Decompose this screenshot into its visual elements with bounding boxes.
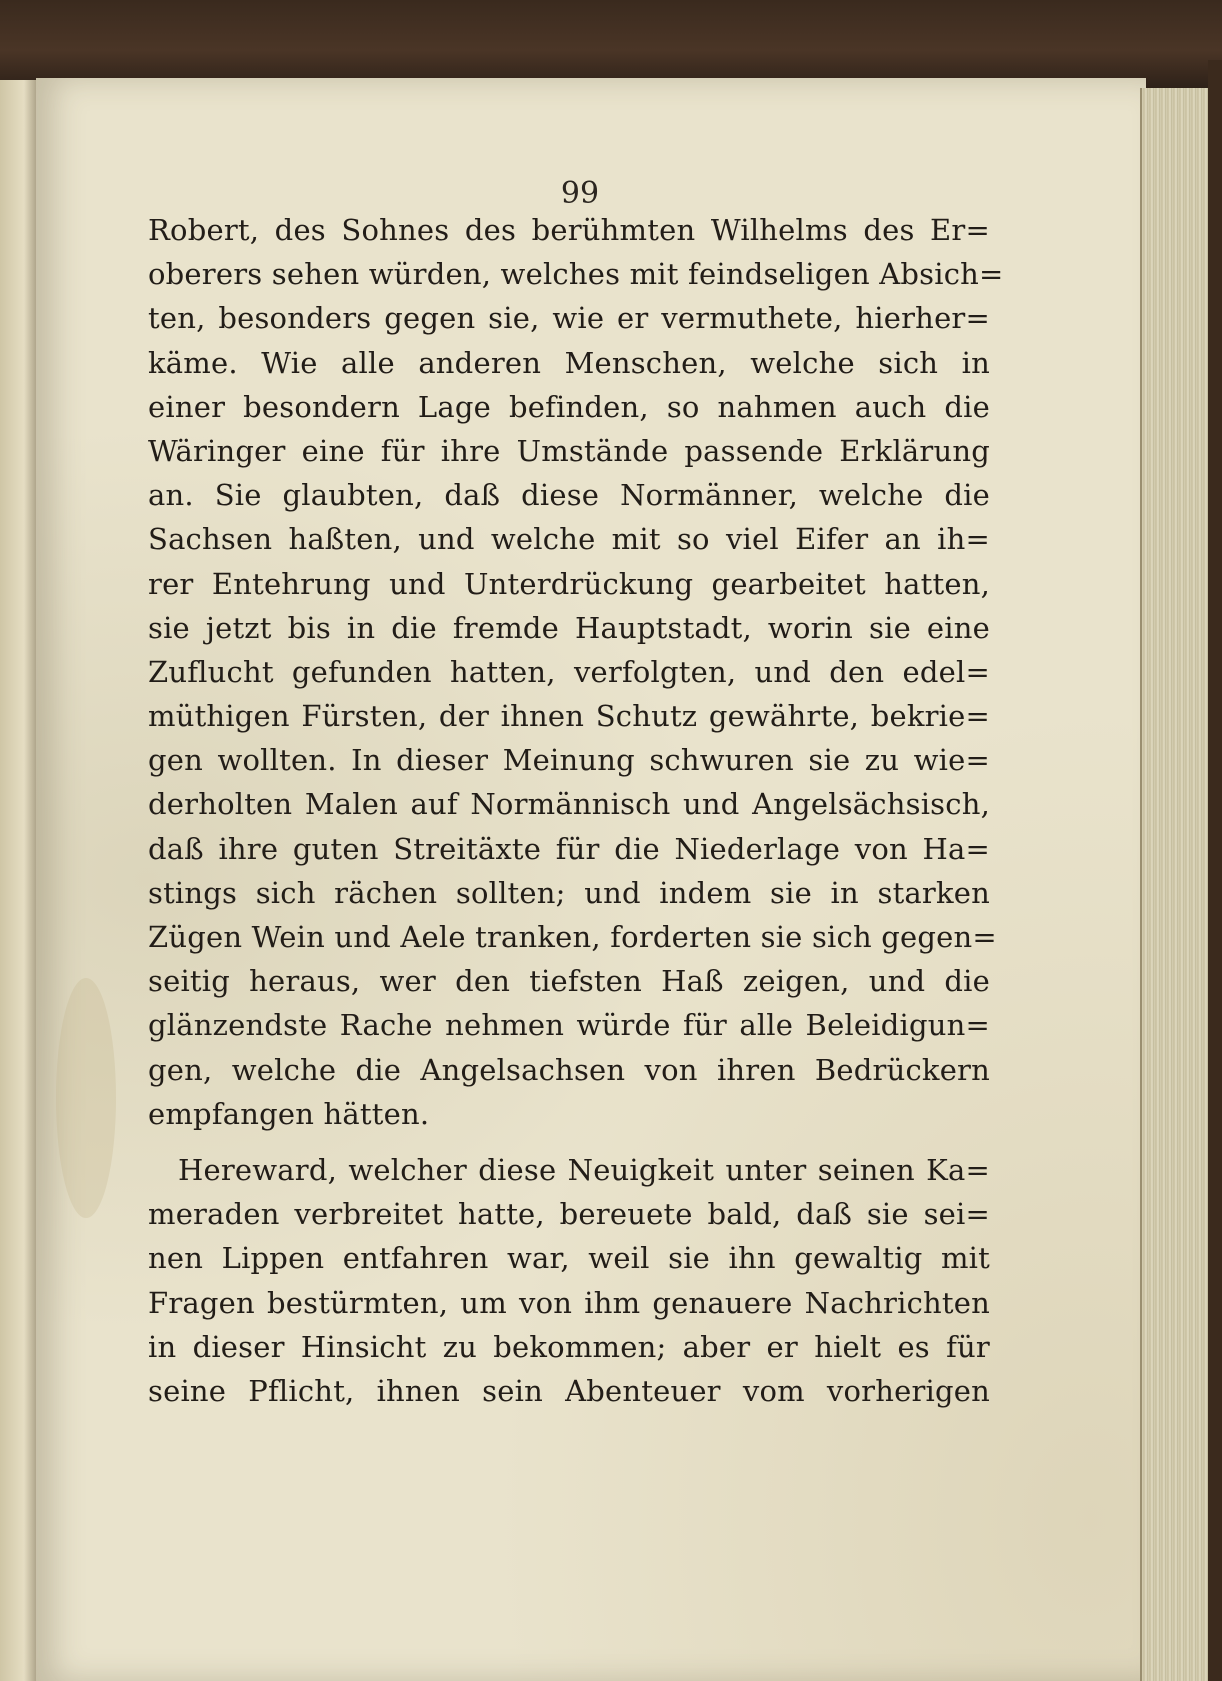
page-number: 99 bbox=[560, 176, 600, 211]
left-page-edge bbox=[0, 80, 40, 1681]
text-line: nen Lippen entfahren war, weil sie ihn gewaltig mit bbox=[148, 1241, 990, 1276]
text-line: an. Sie glaubten, daß diese Normänner, welche die bbox=[148, 478, 990, 513]
text-line: seitig heraus, wer den tiefsten Haß zeigen, und die bbox=[148, 964, 990, 999]
text-line: Wäringer eine für ihre Umstände passende Erklärung bbox=[148, 433, 990, 468]
paragraph-1 bbox=[148, 208, 1004, 1136]
text-line: müthigen Fürsten, der ihnen Schutz gewährte, bekrie= bbox=[148, 699, 990, 734]
text-line: Zuflucht gefunden hatten, verfolgten, und den edel= bbox=[148, 654, 990, 689]
text-line: einer besondern Lage befinden, so nahmen auch die bbox=[148, 389, 990, 424]
text-line: seine Pflicht, ihnen sein Abenteuer vom vorherigen bbox=[148, 1373, 990, 1408]
text-line: Robert, des Sohnes des berühmten Wilhelms des Er= bbox=[148, 213, 990, 247]
page-block-edges bbox=[1140, 88, 1214, 1681]
text-line: gen, welche die Angelsachsen von ihren Bedrückern bbox=[148, 1052, 990, 1087]
text-line: Hereward, welcher diese Neuigkeit unter seinen Ka= bbox=[178, 1152, 990, 1187]
text-line: sie jetzt bis in die fremde Hauptstadt, worin sie eine bbox=[148, 610, 990, 645]
paragraph-gap bbox=[148, 1136, 990, 1148]
text-line: oberers sehen würden, welches mit feindseligen Absich= bbox=[148, 257, 1004, 292]
text-line: glänzendste Rache nehmen würde für alle Beleidigun= bbox=[148, 1008, 990, 1043]
text-line: derholten Malen auf Normännisch und Angelsächsisch, bbox=[148, 787, 990, 822]
text-line: rer Entehrung und Unterdrückung gearbeitet hatten, bbox=[148, 566, 990, 601]
book-cover-right-edge bbox=[1208, 60, 1222, 1681]
page-stain bbox=[56, 978, 116, 1218]
text-line: Zügen Wein und Aele tranken, forderten sie sich gegen= bbox=[148, 920, 997, 954]
text-line: meraden verbreitet hatte, bereuete bald, daß sie sei= bbox=[148, 1197, 990, 1232]
paragraph-2 bbox=[148, 1148, 990, 1413]
text-line: Fragen bestürmten, um von ihm genauere Nachrichten bbox=[148, 1285, 990, 1320]
text-line: Sachsen haßten, und welche mit so viel Eifer an ih= bbox=[148, 522, 990, 557]
text-line: stings sich rächen sollten; und indem sie in starken bbox=[148, 875, 990, 910]
text-line: gen wollten. In dieser Meinung schwuren sie zu wie= bbox=[148, 743, 990, 778]
text-line: ten, besonders gegen sie, wie er vermuthete, hierher= bbox=[148, 301, 990, 336]
text-line: in dieser Hinsicht zu bekommen; aber er hielt es für bbox=[148, 1329, 990, 1364]
body-text bbox=[148, 208, 1004, 1413]
text-line: empfangen hätten. bbox=[148, 1096, 430, 1131]
text-line: daß ihre guten Streitäxte für die Niederlage von Ha= bbox=[148, 831, 990, 866]
text-line: käme. Wie alle anderen Menschen, welche sich in bbox=[148, 345, 990, 380]
